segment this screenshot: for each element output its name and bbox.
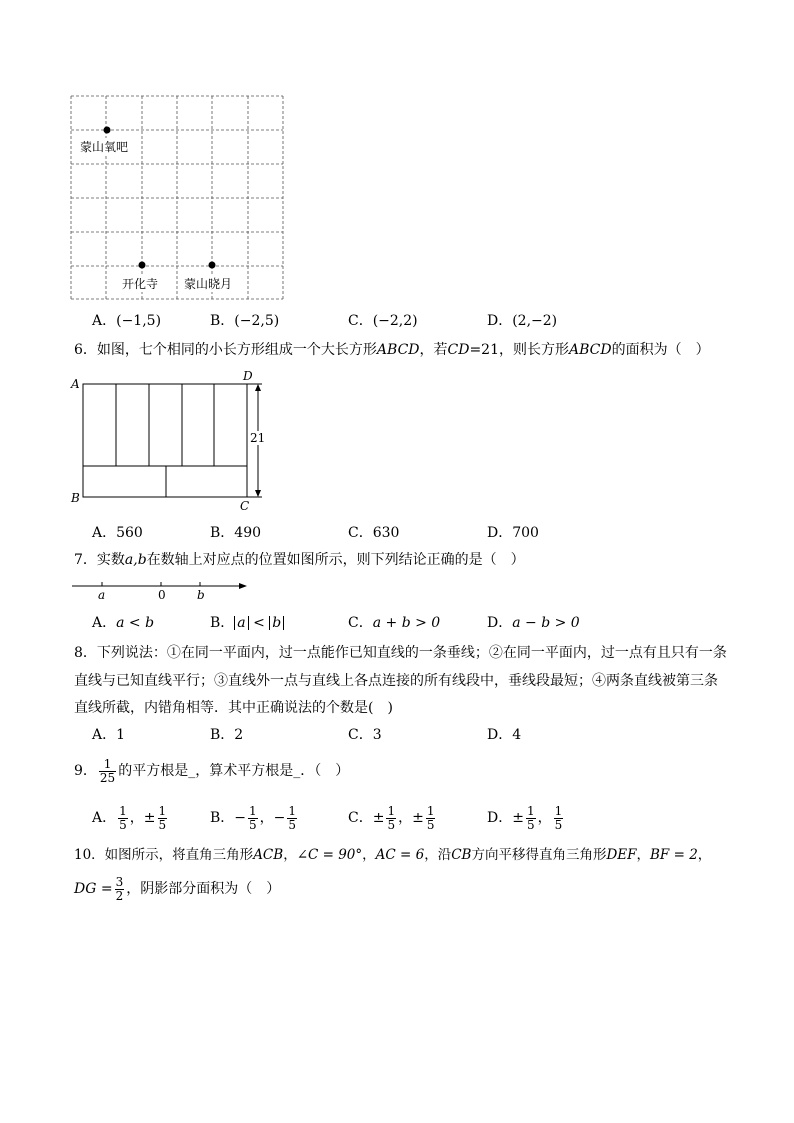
q9-option-b[interactable]: B．− $\frac{1}{5}$ ，− $\frac{1}{5}$ — [210, 803, 297, 832]
axis-label-zero: 0 — [158, 588, 166, 602]
q5-option-c[interactable]: C．(−2,2) — [348, 313, 418, 329]
coordinate-grid-figure — [70, 95, 286, 301]
point-mengshan-moon — [209, 262, 216, 269]
q6-option-c[interactable]: C．630 — [348, 525, 400, 541]
q8-stem-line1: 8．下列说法：①在同一平面内，过一点能作已知直线的一条垂线；②在同一平面内，过一点有且只有一条 — [74, 645, 727, 661]
axis-label-b: b — [197, 588, 205, 602]
q8-option-d[interactable]: D．4 — [487, 727, 522, 743]
axis-label-a: a — [98, 588, 106, 602]
q10-stem-line1: 10．如图所示，将直角三角形ACB，∠C = 90°，AC = 6，沿CB方向平移得直角三角形DEF，BF = 2， — [74, 847, 712, 863]
point-kaihua-temple — [139, 262, 146, 269]
q5-option-a[interactable]: A．(−1,5) — [92, 313, 162, 329]
label-d: D — [243, 369, 253, 383]
q7-option-a[interactable]: A．a < b — [92, 615, 155, 631]
q9-fraction: $\frac{1}{25}$ — [99, 756, 116, 785]
q8-stem-line2: 直线与已知直线平行；③直线外一点与直线上各点连接的所有线段中，垂线段最短；④两条直线被第三条 — [74, 673, 718, 689]
q7-option-d[interactable]: D．a − b > 0 — [487, 615, 580, 631]
q10-stem-line2: DG = $\frac{3}{2}$ ，阴影部分面积为（ ） — [74, 874, 281, 903]
q8-option-c[interactable]: C．3 — [348, 727, 382, 743]
q9-option-d[interactable]: D．± $\frac{1}{5}$ ， $\frac{1}{5}$ — [487, 803, 563, 832]
label-mengshan-moon: 蒙山晓月 — [184, 277, 233, 291]
label-kaihua-temple: 开化寺 — [122, 277, 159, 291]
q6-option-d[interactable]: D．700 — [487, 525, 539, 541]
label-a: A — [71, 377, 80, 391]
q9-option-a[interactable]: A． $\frac{1}{5}$ ，± $\frac{1}{5}$ — [92, 803, 167, 832]
q5-option-d[interactable]: D．(2,−2) — [487, 313, 558, 329]
q6-stem: 6．如图，七个相同的小长方形组成一个大长方形ABCD，若CD=21，则长方形ABCD的面积为（ ） — [74, 342, 710, 358]
q8-option-a[interactable]: A．1 — [92, 727, 126, 743]
q7-option-c[interactable]: C．a + b > 0 — [348, 615, 441, 631]
label-mengshan-oxygen: 蒙山氧吧 — [80, 140, 129, 154]
label-c: C — [240, 499, 250, 513]
q7-option-b[interactable]: B． a < b — [210, 613, 284, 633]
q6-option-a[interactable]: A．560 — [92, 525, 143, 541]
q8-stem-line3: 直线所截，内错角相等．其中正确说法的个数是( ) — [74, 700, 393, 716]
q6-option-b[interactable]: B．490 — [210, 525, 262, 541]
rectangle-figure — [80, 380, 270, 502]
q8-option-b[interactable]: B．2 — [210, 727, 244, 743]
label-b: B — [71, 491, 80, 505]
q9-option-c[interactable]: C．± $\frac{1}{5}$ ，± $\frac{1}{5}$ — [348, 803, 435, 832]
q7-stem: 7．实数a,b在数轴上对应点的位置如图所示，则下列结论正确的是（ ） — [74, 552, 525, 568]
label-length: 21 — [250, 431, 266, 445]
q5-option-b[interactable]: B．(−2,5) — [210, 313, 280, 329]
q9-stem: 9． $\frac{1}{25}$ 的平方根是_，算术平方根是_．（ ） — [74, 756, 350, 785]
point-mengshan-oxygen — [104, 127, 111, 134]
